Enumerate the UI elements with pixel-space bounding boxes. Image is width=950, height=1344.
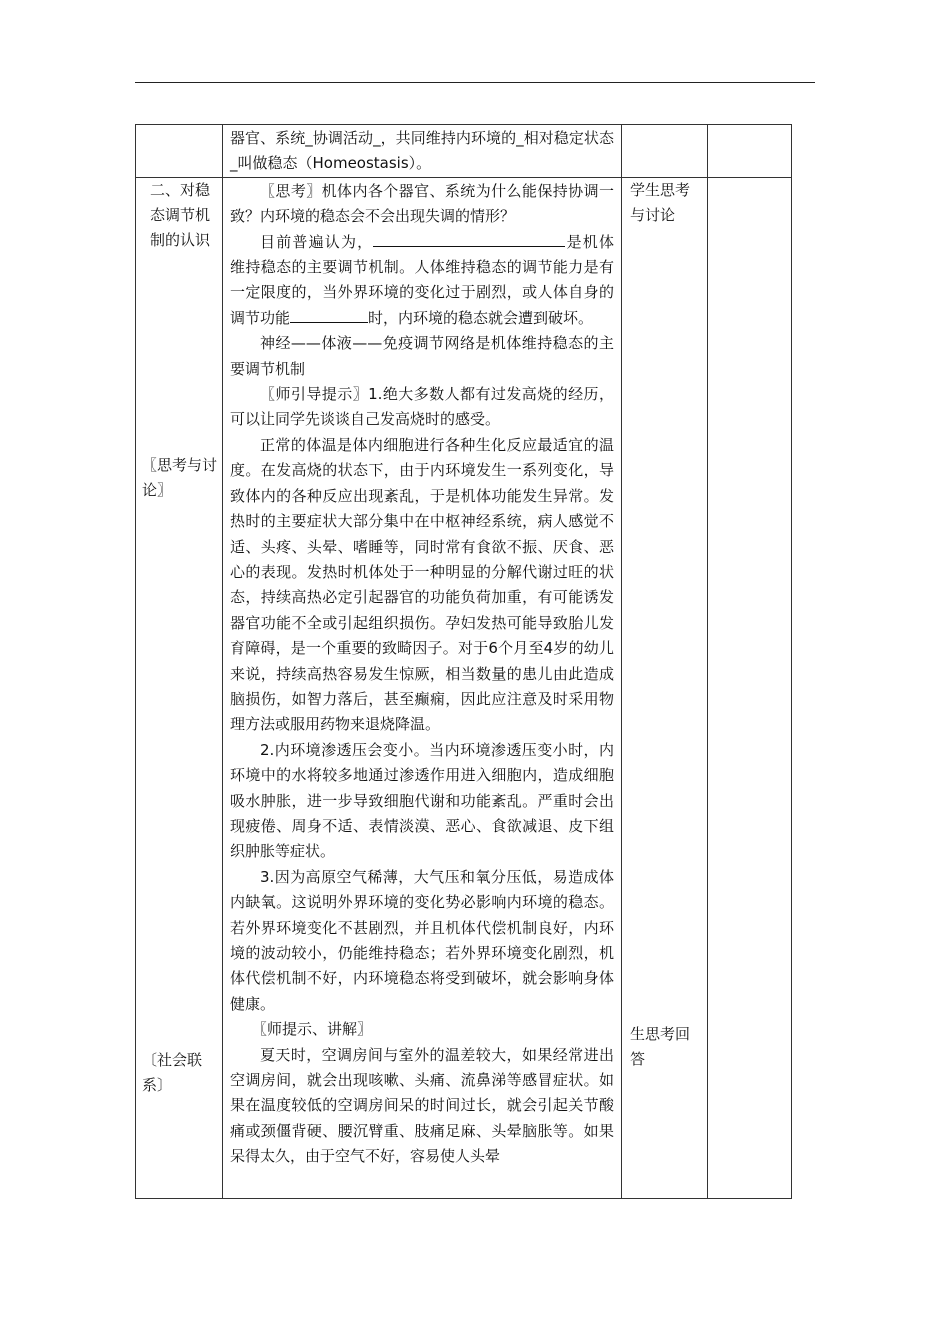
label-think-discuss: 〖思考与讨论〗 xyxy=(142,455,218,499)
osmotic-pressure-answer: 2.内环境渗透压会变小。当内环境渗透压变小时，内环境中的水将较多地通过渗透作用进入细胞内，造成细胞吸水肿胀，进一步导致细胞代谢和功能紊乱。严重时会出现疲倦、周身不适、表情淡漠、恶心、食欲减退、皮下组织肿胀等症状。 xyxy=(230,740,614,861)
fill-text-1: 目前普遍认为， xyxy=(260,232,374,251)
homeostasis-definition: 器官、系统_协调活动_，共同维持内环境的_相对稳定状态_叫做稳态（Homeostasis）。 xyxy=(230,129,614,173)
label-social-link: 〔社会联系〕 xyxy=(142,1050,203,1094)
row2-col4 xyxy=(708,177,792,1198)
row1-col1 xyxy=(136,125,223,178)
fever-explanation: 正常的体温是体内细胞进行各种生化反应最适宜的温度。在发高烧的状态下，由于内环境发生一系列变化，导致体内的各种反应出现紊乱，于是机体功能发生异常。发热时的主要症状大部分集中在中枢神经系统，病人感觉不适、头疼、头晕、嗜睡等，同时常有食欲不振、厌食、恶心的表现。发热时机体处于一种明显的分解代谢过旺的状态，持续高热必定引起器官的功能负荷加重，有可能诱发器官功能不全或引起组织损伤。孕妇发热可能导致胎儿发育障碍，是一个重要的致畸因子。对于6个月至4岁的幼儿来说，持续高热容易发生惊厥，相当数量的患儿由此造成脑损伤，如智力落后，甚至癫痫，因此应注意及时采用物理方法或服用药物来退烧降温。 xyxy=(230,435,614,734)
row2-col2 xyxy=(223,177,622,1198)
row1-col4 xyxy=(708,125,792,178)
content-body xyxy=(223,178,621,1170)
header-rule xyxy=(135,82,815,83)
teacher-guide: 〖师引导提示〗1.绝大多数人都有过发高烧的经历，可以让同学先谈谈自己发高烧时的感受。 xyxy=(230,385,614,429)
think-question: 〖思考〗机体内各个器官、系统为什么能保持协调一致？内环境的稳态会不会出现失调的情形？ xyxy=(230,181,614,226)
section-title: 二、对稳态调节机制的认识 xyxy=(149,180,210,249)
fill-text-2: 是机体维持稳态的主要调节机制。人体维持稳态的调节能力是有一定限度的，当外界环境的变化过于剧烈，或人体自身的调节功能 xyxy=(230,232,614,327)
plateau-answer: 3.因为高原空气稀薄，大气压和氧分压低，易造成体内缺氧。这说明外界环境的变化势必影响内环境的稳态。若外界环境变化不甚剧烈，并且机体代偿机制良好，内环境的波动较小，仍能维持稳态；若外界环境变化剧烈，机体代偿机制不好，内环境稳态将受到破坏，就会影响身体健康。 xyxy=(230,867,614,1013)
table-row xyxy=(136,125,792,178)
student-activity-note: 学生思考与讨论 xyxy=(630,180,691,224)
table-row xyxy=(136,177,792,1198)
row2-col1 xyxy=(136,177,223,1198)
row1-col2 xyxy=(223,125,622,178)
regulation-network: 神经——体液——免疫调节网络是机体维持稳态的主要调节机制 xyxy=(230,334,614,378)
row2-col3 xyxy=(622,177,708,1198)
row1-col3 xyxy=(622,125,708,178)
lesson-table xyxy=(135,124,792,1199)
teacher-hint: 〖师提示、讲解〗 xyxy=(252,1020,373,1039)
answer-blank-2[interactable] xyxy=(290,306,368,323)
air-conditioning-paragraph: 夏天时，空调房间与室外的温差较大，如果经常进出空调房间，就会出现咳嗽、头痛、流鼻涕等感冒症状。如果在温度较低的空调房间呆的时间过长，就会引起关节酸痛或颈僵背硬、腰沉臂重、肢痛足麻、头晕脑胀等。如果呆得太久，由于空气不好，容易使人头晕 xyxy=(230,1045,614,1166)
answer-blank-1[interactable] xyxy=(373,230,565,247)
student-answer-note: 生思考回答 xyxy=(630,1024,691,1068)
fill-in-paragraph xyxy=(230,230,614,332)
fill-text-3: 时，内环境的稳态就会遭到破坏。 xyxy=(368,308,594,327)
